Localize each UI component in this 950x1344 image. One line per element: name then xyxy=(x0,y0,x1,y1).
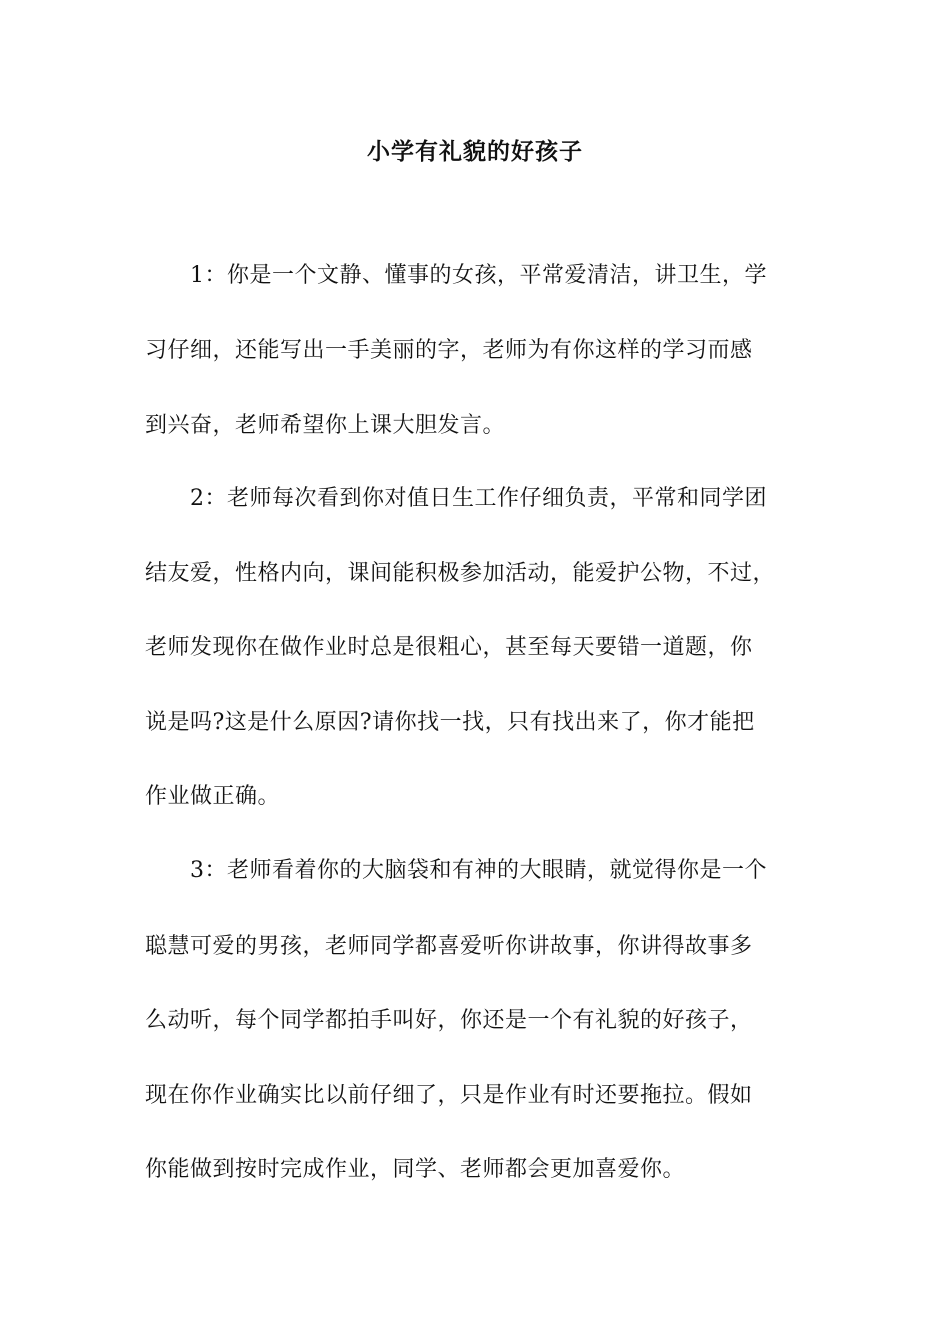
paragraph-3-line-1: 3：老师看着你的大脑袋和有神的大眼睛，就觉得你是一个 xyxy=(190,858,767,883)
document-title: 小学有礼貌的好孩子 xyxy=(367,138,583,165)
paragraph-3-line-2: 聪慧可爱的男孩，老师同学都喜爱听你讲故事，你讲得故事多 xyxy=(145,934,753,959)
paragraph-2-line-3: 老师发现你在做作业时总是很粗心，甚至每天要错一道题，你 xyxy=(145,635,753,660)
paragraph-3-line-5: 你能做到按时完成作业，同学、老师都会更加喜爱你。 xyxy=(145,1157,686,1182)
paragraph-2-line-1: 2：老师每次看到你对值日生工作仔细负责，平常和同学团 xyxy=(190,486,767,511)
paragraph-3-line-4: 现在你作业确实比以前仔细了，只是作业有时还要拖拉。假如 xyxy=(145,1083,753,1108)
paragraph-1-line-1: 1：你是一个文静、懂事的女孩，平常爱清洁，讲卫生，学 xyxy=(190,263,767,288)
paragraph-1-line-2: 习仔细，还能写出一手美丽的字，老师为有你这样的学习而感 xyxy=(145,338,753,363)
paragraph-2-line-2: 结友爱，性格内向，课间能积极参加活动，能爱护公物，不过， xyxy=(145,561,776,586)
paragraph-1-line-3: 到兴奋，老师希望你上课大胆发言。 xyxy=(145,413,506,438)
paragraph-2-line-5: 作业做正确。 xyxy=(145,784,281,809)
paragraph-3-line-3: 么动听，每个同学都拍手叫好，你还是一个有礼貌的好孩子， xyxy=(145,1008,753,1033)
paragraph-2-line-4: 说是吗?这是什么原因?请你找一找，只有找出来了，你才能把 xyxy=(145,710,755,735)
